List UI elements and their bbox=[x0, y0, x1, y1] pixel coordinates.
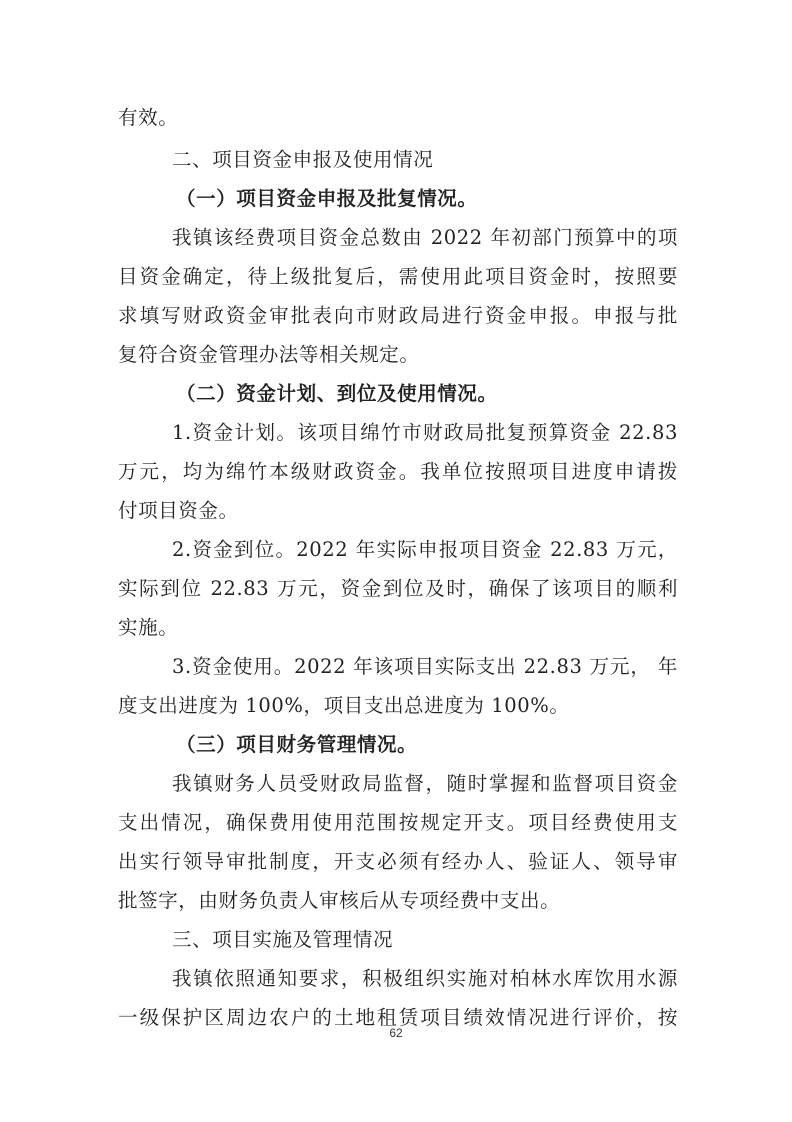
text-line: 出实行领导审批制度，开支必须有经办人、验证人、领导审 bbox=[118, 850, 678, 873]
text-line: 我镇依照通知要求，积极组织实施对柏林水库饮用水源 bbox=[172, 967, 678, 990]
subsection-heading: （三）项目财务管理情况。 bbox=[176, 733, 418, 756]
page-number: 62 bbox=[389, 1026, 403, 1040]
text-line: 一级保护区周边农户的土地租赁项目绩效情况进行评价，按 bbox=[118, 1006, 678, 1029]
text-line: 求填写财政资金审批表向市财政局进行资金申报。申报与批 bbox=[118, 304, 678, 327]
text-line: 实施。 bbox=[118, 616, 179, 639]
section-heading: 三、项目实施及管理情况 bbox=[172, 928, 394, 951]
text-line: 复符合资金管理办法等相关规定。 bbox=[118, 343, 420, 366]
section-heading: 二、项目资金申报及使用情况 bbox=[172, 148, 434, 171]
text-line: 度支出进度为 100%，项目支出总进度为 100%。 bbox=[118, 694, 570, 717]
text-line: 支出情况，确保费用使用范围按规定开支。项目经费使用支 bbox=[118, 811, 678, 834]
text-line: 付项目资金。 bbox=[118, 499, 239, 522]
text-line: 实际到位 22.83 万元，资金到位及时，确保了该项目的顺利 bbox=[118, 577, 678, 600]
text-line: 3.资金使用。2022 年该项目实际支出 22.83 万元， 年 bbox=[172, 655, 678, 678]
text-line: 万元，均为绵竹本级财政资金。我单位按照项目进度申请拨 bbox=[118, 460, 678, 483]
text-line: 2.资金到位。2022 年实际申报项目资金 22.83 万元， bbox=[172, 538, 678, 561]
text-line: 目资金确定，待上级批复后，需使用此项目资金时，按照要 bbox=[118, 265, 678, 288]
subsection-heading: （一）项目资金申报及批复情况。 bbox=[176, 187, 478, 210]
text-line: 有效。 bbox=[118, 106, 179, 129]
subsection-heading: （二）资金计划、到位及使用情况。 bbox=[176, 382, 498, 405]
text-line: 批签字，由财务负责人审核后从专项经费中支出。 bbox=[118, 889, 561, 912]
text-line: 我镇该经费项目资金总数由 2022 年初部门预算中的项 bbox=[172, 226, 678, 249]
text-line: 1.资金计划。该项目绵竹市财政局批复预算资金 22.83 bbox=[172, 421, 678, 444]
text-line: 我镇财务人员受财政局监督，随时掌握和监督项目资金 bbox=[172, 772, 678, 795]
